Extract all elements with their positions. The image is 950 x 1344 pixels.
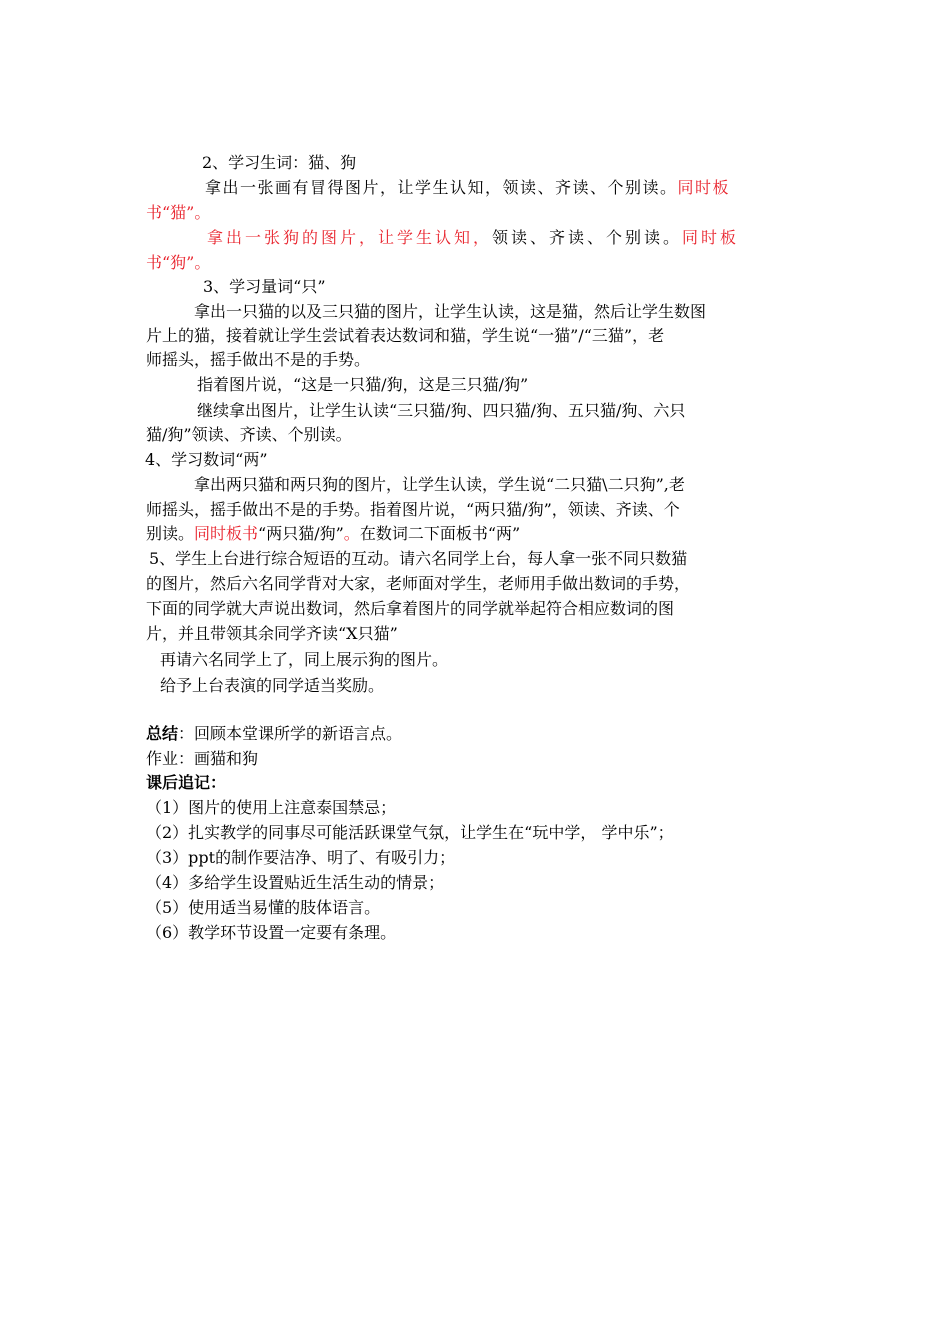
section-5-line-5: 再请六名同学上了，同上展示狗的图片。 — [160, 650, 449, 669]
section-3-p1-line-1: 拿出一只猫的以及三只猫的图片，让学生认读，这是猫，然后让学生数图 — [194, 302, 707, 321]
section-4-line-3: 别读。同时板书“两只猫/狗”。在数词二下面板书“两” — [146, 524, 521, 543]
section-3-p1-line-2: 片上的猫，接着就让学生尝试着表达数词和猫，学生说“一猫”/“三猫”，老 — [146, 326, 665, 345]
cat-paragraph-line-1: 拿出一张画有冒得图片，让学生认知，领读、齐读、个别读。同时板 — [205, 178, 731, 197]
notes-item: （2）扎实教学的同事尽可能活跃课堂气氛，让学生在“玩中学， 学中乐”； — [146, 823, 674, 842]
cat-paragraph-line-2: 书“猫”。 — [146, 203, 211, 222]
section-2-heading: 2、学习生词：猫、狗 — [202, 153, 357, 172]
section-5-line-2: 的图片，然后六名同学背对大家，老师面对学生，老师用手做出数词的手势， — [146, 574, 691, 593]
notes-heading: 课后追记： — [146, 773, 227, 792]
section-3-p2: 指着图片说，“这是一只猫/狗，这是三只猫/狗” — [197, 375, 529, 394]
dog-paragraph-line-2: 书“狗”。 — [146, 253, 211, 272]
notes-item: （4）多给学生设置贴近生活生动的情景； — [146, 873, 445, 892]
notes-item: （5）使用适当易懂的肢体语言。 — [146, 898, 381, 917]
section-3-p1-line-3: 师摇头，摇手做出不是的手势。 — [146, 350, 371, 369]
section-5-line-6: 给予上台表演的同学适当奖励。 — [160, 676, 385, 695]
section-3-p3-line-2: 猫/狗”领读、齐读、个别读。 — [146, 425, 352, 444]
summary-line: 总结：回顾本堂课所学的新语言点。 — [146, 724, 403, 743]
dog-paragraph-line-1: 拿出一张狗的图片，让学生认知，领读、齐读、个别读。同时板 — [207, 228, 740, 247]
section-3-p3-line-1: 继续拿出图片，让学生认读“三只猫/狗、四只猫/狗、五只猫/狗、六只 — [197, 401, 686, 420]
section-3-heading: 3、学习量词“只” — [203, 277, 326, 296]
notes-item: （6）教学环节设置一定要有条理。 — [146, 923, 397, 942]
section-4-line-1: 拿出两只猫和两只狗的图片，让学生认读，学生说“二只猫\二只狗”,老 — [194, 475, 685, 494]
homework-line: 作业：画猫和狗 — [146, 749, 259, 768]
section-5-line-1: 5、学生上台进行综合短语的互动。请六名同学上台，每人拿一张不同只数猫 — [149, 549, 688, 568]
section-4-line-2: 师摇头，摇手做出不是的手势。指着图片说，“两只猫/狗”，领读、齐读、个 — [146, 500, 680, 519]
section-4-heading: 4、学习数词“两” — [145, 450, 268, 469]
section-5-line-4: 片，并且带领其余同学齐读“X只猫” — [146, 624, 398, 643]
notes-item: （1）图片的使用上注意泰国禁忌； — [146, 798, 397, 817]
notes-item: （3）ppt的制作要洁净、明了、有吸引力； — [146, 848, 456, 867]
section-5-line-3: 下面的同学就大声说出数词，然后拿着图片的同学就举起符合相应数词的图 — [146, 599, 675, 618]
